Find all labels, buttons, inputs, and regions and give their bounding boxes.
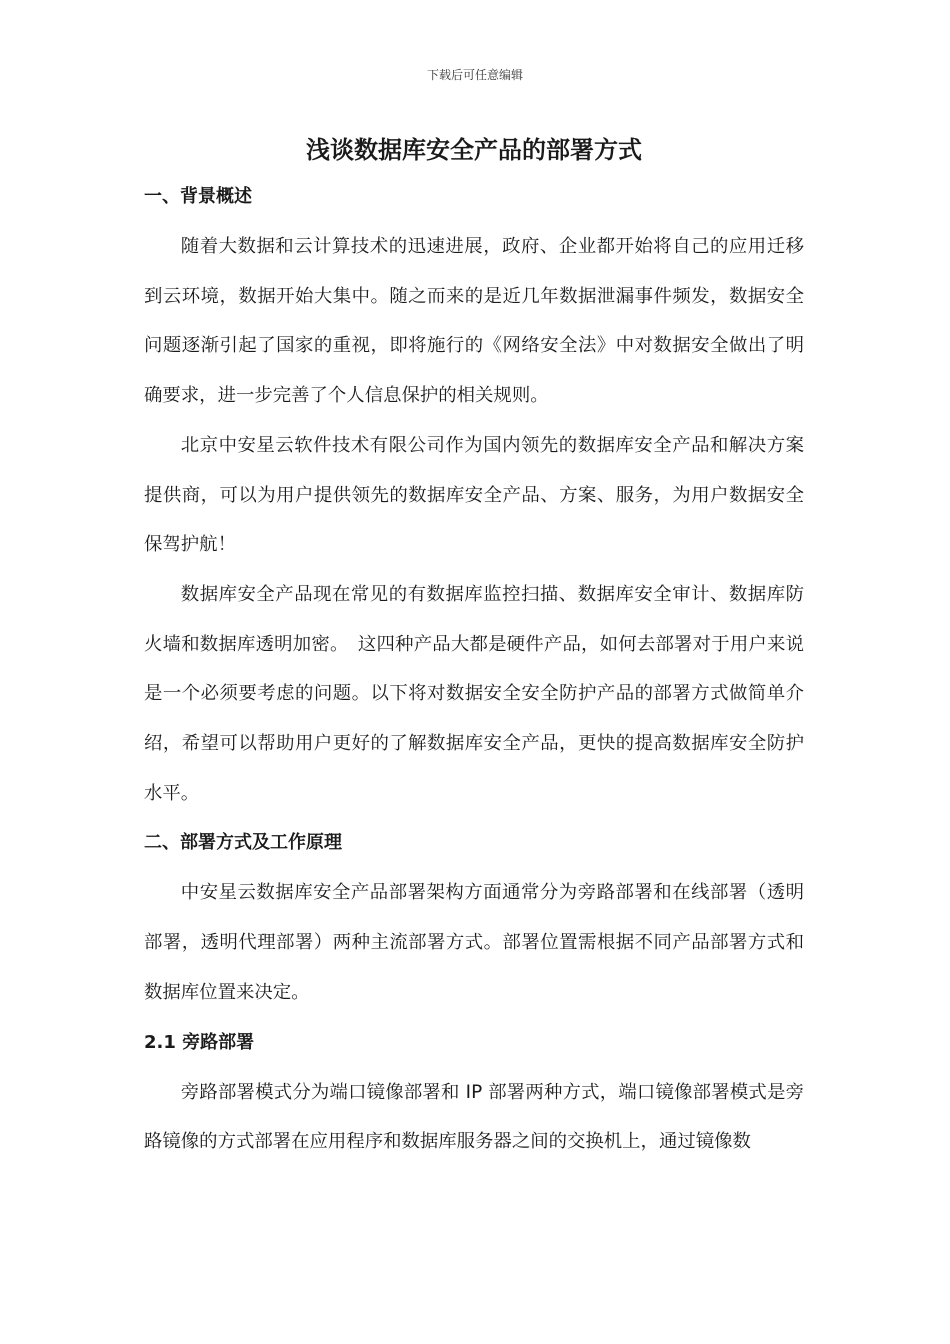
paragraph-deployment-1: 中安星云数据库安全产品部署架构方面通常分为旁路部署和在线部署（透明部署，透明代理部署）两种主流部署方式。部署位置需根据不同产品部署方式和数据库位置来决定。: [144, 882, 804, 1003]
paragraph-background-2: 北京中安星云软件技术有限公司作为国内领先的数据库安全产品和解决方案提供商，可以为用户提供领先的数据库安全产品、方案、服务，为用户数据安全保驾护航！: [144, 434, 804, 556]
section-heading-background: 一、背景概述: [144, 186, 252, 207]
paragraph-bypass-1: 旁路部署模式分为端口镜像部署和 IP 部署两种方式，端口镜像部署模式是旁路镜像的方式部署在应用程序和数据库服务器之间的交换机上，通过镜像数: [144, 1081, 804, 1153]
document-title: 浅谈数据库安全产品的部署方式: [306, 136, 642, 164]
subsection-heading-bypass: 2.1 旁路部署: [144, 1031, 255, 1053]
page-header-note: 下载后可任意编辑: [426, 68, 523, 82]
paragraph-background-1: 随着大数据和云计算技术的迅速进展，政府、企业都开始将自己的应用迁移到云环境，数据开始大集中。随之而来的是近几年数据泄漏事件频发，数据安全问题逐渐引起了国家的重视，即将施行的《网络安全法》中对数据安全做出了明确要求，进一步完善了个人信息保护的相关规则。: [144, 236, 804, 407]
section-heading-deployment: 二、部署方式及工作原理: [144, 832, 342, 854]
paragraph-background-3: 数据库安全产品现在常见的有数据库监控扫描、数据库安全审计、数据库防火墙和数据库透明加密。 这四种产品大都是硬件产品，如何去部署对于用户来说是一个必须要考虑的问题。以下将对数据安全安全防护产品的部署方式做简单介绍，希望可以帮助用户更好的了解数据库安全产品，更快的提高数据库安全防护水平。: [144, 583, 804, 804]
document-body: [144, 128, 804, 1167]
